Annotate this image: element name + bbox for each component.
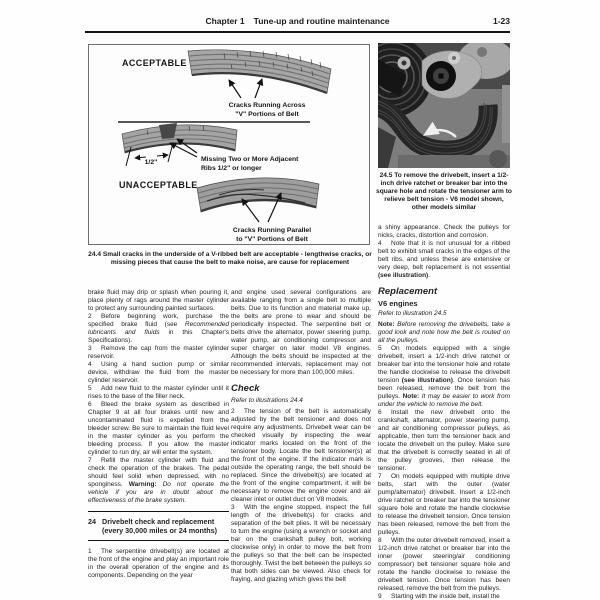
text-segment: Recommended lubricants and fluids — [88, 321, 229, 336]
step-number: 2 — [231, 408, 235, 415]
paragraph — [88, 548, 229, 580]
header-rule — [85, 31, 510, 33]
text-segment: Before removing the drivebelts, take a good look and note how the belt is routed on all the pulleys. — [378, 321, 510, 344]
text-segment: Note: — [378, 321, 395, 328]
text-segment: Bleed the brake system as described in Chapter 9 at all four brakes until new and uncontaminated fluid is expelled from the bleeder screw. Be sure to maintain the fluid level in the master cylinder as you perform the bleeding process. If you allow the master cylinder to run dry, air will enter the system. — [88, 401, 229, 456]
text-segment: Refill the master cylinder with fluid and check the operation of the brakes. The pedal should feel solid when depressed, with no sponginess. — [88, 457, 229, 488]
paragraph — [88, 345, 229, 361]
missing-ribs-label-1: Missing Two or More Adjacent — [201, 156, 299, 163]
text-segment: Remove the cap from the master cylinder reservoir. — [88, 345, 229, 360]
step-number: 7 — [378, 473, 382, 480]
engine-type-heading: V6 engines — [378, 299, 418, 308]
step-number: 3 — [88, 345, 92, 352]
paragraph — [231, 289, 371, 377]
text-segment: and engine used several configurations are available ranging from a single belt to multiple belts. Due to its function and material make up, the belts are prone to wear and should be periodically inspected. The serpentine belt or belts drive the alternator, power steering pump, water pump, air conditioning compressor and super charger on later model V8 engines. Although the belts should be inspected at the recommended intervals, replacement may not be necessary for more than 100,000 miles. — [231, 289, 371, 376]
illustration-reference: Refer to illustrations 24.4 — [231, 397, 303, 404]
text-segment: . — [428, 272, 431, 279]
cracks-parallel-label-2: to "V" Portions of Belt — [236, 236, 308, 243]
figure-24-5-photo — [378, 43, 510, 168]
subsection-heading: Check — [231, 383, 260, 394]
text-segment: The tension of the belt is automatically adjusted by the belt tensioner and does not require any adjustments. Drivebelt wear can be checked visually by inspecting the wear indicator marks located on the front of the tensioner body. Locate the belt tensioner(s) at the front of the engine. If the indicator mark is outside the operating range, the belt should be replaced. Since the drivebelt(s) are located at the front of the engine compartment, it will be necessary to remove the engine cover and air cleaner inlet or outlet duct on V8 models. — [231, 408, 371, 503]
text-segment: (see illustration) — [378, 272, 429, 279]
text-segment: With the outer drivebelt removed, insert a 1/2-inch drive ratchet or breaker bar into the inner (power steering/air conditioning compressor) belt tensioner square hole and rotate the handle clockwise to release the drivebelt tension. Once tension has been released, remove the belt from the pulleys. — [378, 537, 510, 592]
text-segment: Note: — [402, 393, 420, 400]
paragraph — [88, 457, 229, 505]
step-number: 4 — [88, 361, 92, 368]
text-column-left — [88, 289, 229, 580]
chapter-label: Chapter 1 — [205, 16, 245, 26]
step-number: 2 — [88, 313, 92, 320]
text-segment: Install the new drivebelt onto the crankshaft, alternator, power steering pump, and air conditioning compressor pulleys, as applicable, then turn the tensioner back and locate the drivebelt on the pulley. Make sure that the drivebelt is correctly seated in all of the pulley grooves, then release the tensioner. — [378, 409, 510, 472]
text-segment: On models equipped with a single drivebelt, insert a 1/2-inch drive ratchet or breaker bar into the tensioner hole and rotate the handle clockwise to release the drivebelt tension — [378, 345, 510, 384]
belt-diagram — [89, 45, 369, 244]
step-number: 5 — [88, 385, 92, 392]
paragraph — [378, 409, 510, 473]
engine-photo — [378, 43, 510, 168]
cracks-across-label-2: "V" Portions of Belt — [235, 111, 299, 118]
paragraph — [378, 473, 510, 537]
step-number: 5 — [378, 345, 382, 352]
text-segment: The serpentine drivebelt(s) are located at the front of the engine and play an important role in the overall operation of the engine and its components. Depending on the year — [88, 548, 229, 579]
paragraph — [378, 321, 510, 345]
text-segment: brake fluid may drip or splash when pouring it, place plenty of rags around the master cylinder to protect any surrounding painted surfaces. — [88, 289, 229, 312]
step-number: 4 — [378, 240, 382, 247]
section-number: 24 — [88, 517, 96, 526]
paragraph — [231, 408, 371, 504]
cracks-across-label-1: Cracks Running Across — [228, 102, 306, 109]
text-segment: in this Chapter's Specifications). — [88, 329, 229, 344]
paragraph — [378, 593, 510, 600]
text-segment: Starting with the inside belt, install the — [391, 593, 500, 600]
text-segment: Note that it is not unusual for a ribbed belt to exhibit small cracks in the edges of the belt ribs, and unless these are extensive or very deep, belt replacement is not essential — [378, 240, 510, 271]
figure-24-4-caption: 24.4 Small cracks in the underside of a V-ribbed belt are acceptable - lengthwise cracks, or missing pieces that cause the belt to make noise, are cause for replacement — [88, 251, 372, 266]
text-segment: It may be easier to work from under the vehicle to remove the belt. — [378, 393, 510, 408]
figure-24-5-caption: 24.5 To remove the drivebelt, insert a 1/2-inch drive ratchet or breaker bar into the square hole and rotate the tensioner arm to relieve belt tension - V6 model shown, other models similar — [376, 172, 512, 211]
unacceptable-label: UNACCEPTABLE — [119, 180, 198, 190]
acceptable-label: ACCEPTABLE — [122, 58, 187, 68]
text-segment: Warning: — [128, 481, 157, 488]
step-number: 3 — [231, 504, 235, 511]
paragraph — [88, 289, 229, 313]
text-column-right — [378, 224, 510, 600]
text-segment: . Once tension has been released, remove the belt from the pulleys. — [378, 377, 510, 400]
page-number: 1-23 — [492, 16, 510, 26]
tensioner-square-hole — [439, 74, 444, 79]
paragraph — [88, 385, 229, 401]
step-number: 8 — [378, 537, 382, 544]
illustration-reference: Refer to illustration 24.5 — [378, 310, 447, 317]
cracks-parallel-label-1: Cracks Running Parallel — [232, 227, 312, 234]
section-heading — [88, 511, 229, 541]
paragraph — [378, 240, 510, 280]
step-number: 6 — [378, 409, 382, 416]
paragraph — [378, 345, 510, 409]
paragraph — [88, 313, 229, 345]
missing-ribs-label-2: Ribs 1/2" or longer — [201, 165, 262, 172]
text-segment: On models equipped with multiple drive belts, start with the outer (water pump/alternator) drivebelt. Insert a 1/2-inch drive ratchet or breaker bar into the tensioner square hole and rotate the handle clockwise to release the drivebelt tension. Once tension has been released, remove the belt from the pulleys. — [378, 473, 510, 536]
step-number: 6 — [88, 401, 92, 408]
text-segment: Add new fluid to the master cylinder until it rises to the base of the filler neck. — [88, 385, 229, 400]
text-segment: Before beginning work, purchase the specified brake fluid (see — [88, 313, 229, 328]
across-arrows — [229, 79, 262, 98]
text-segment: (see illustration) — [401, 377, 453, 384]
tensioner-pulley — [426, 61, 456, 91]
text-segment: With the engine stopped, inspect the full length of the drivebelt(s) for cracks and separation of the belt plies. It will be necessary to turn the engine (using a wrench or socket and bar on the crankshaft pulley bolt, working clockwise only) in order to move the belt from the pulleys so that the belt can be inspected thoroughly. Twist the belt between the pulleys so that both sides can be viewed. Also check for fraying, and glazing which gives the belt — [231, 504, 371, 583]
section-title: Drivebelt check and replacement (every 30,000 miles or 24 months) — [102, 517, 218, 535]
figure-24-4 — [88, 44, 370, 245]
text-segment: a shiny appearance. Check the pulleys for nicks, cracks, distortion and corrosion. — [378, 224, 510, 239]
text-segment: Using a hand suction pump or similar device, withdraw the fluid from the master cylinder reservoir. — [88, 361, 229, 384]
half-inch-label: 1/2" — [144, 159, 158, 166]
paragraph — [88, 361, 229, 385]
unacceptable-belt-illustration — [197, 178, 319, 212]
paragraph — [231, 504, 371, 584]
paragraph — [378, 537, 510, 593]
subsection-heading: Replacement — [378, 286, 438, 297]
chapter-title: Tune-up and routine maintenance — [253, 16, 390, 26]
text-segment: Do not operate the vehicle if you are in doubt about the effectiveness of the brake system. — [88, 481, 229, 504]
step-number: 1 — [88, 548, 92, 555]
step-number: 9 — [378, 593, 382, 600]
paragraph — [88, 401, 229, 457]
step-number: 7 — [88, 457, 92, 464]
text-column-middle — [231, 289, 371, 584]
paragraph — [378, 224, 510, 240]
